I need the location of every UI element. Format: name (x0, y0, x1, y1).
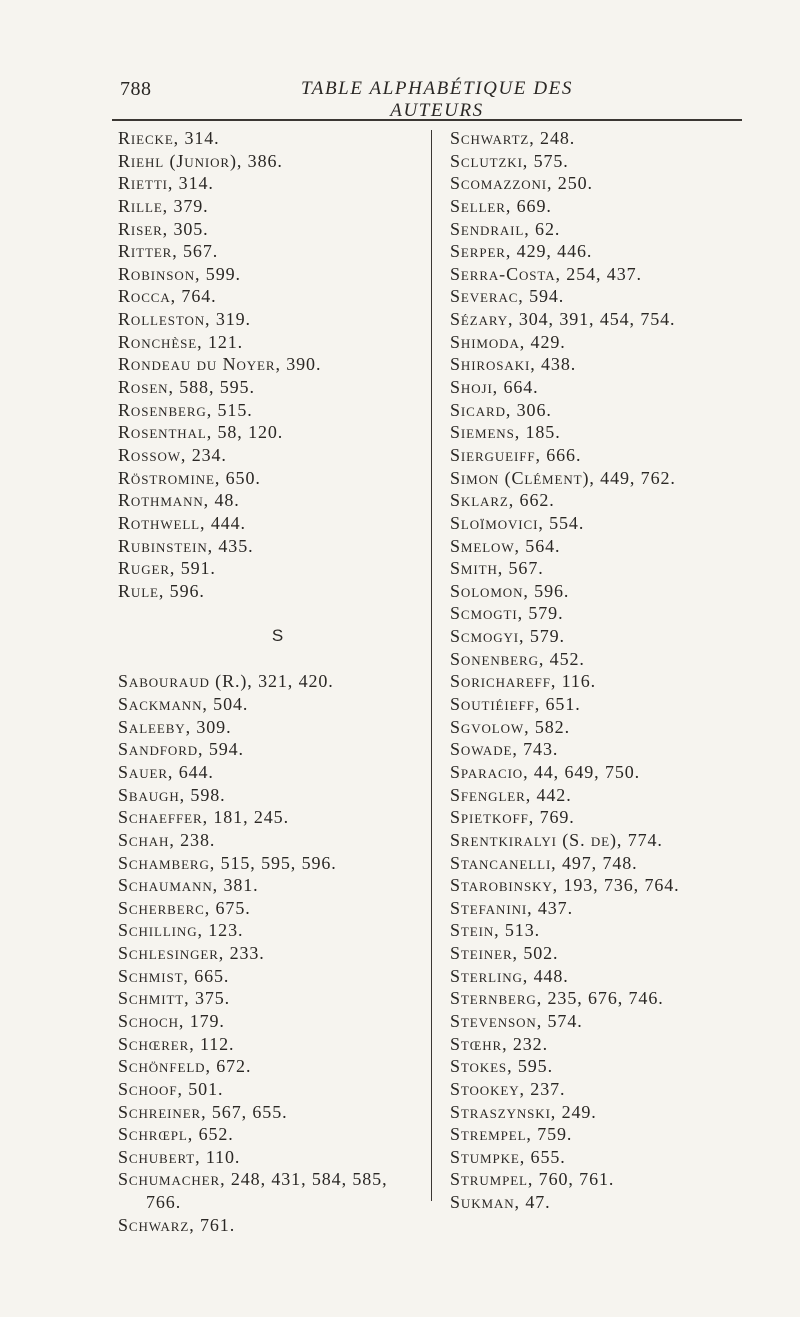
index-entry: Siemens, 185. (450, 422, 561, 443)
index-entry: Riser, 305. (118, 218, 209, 239)
section-spacer (118, 602, 428, 625)
index-entry: Schilling, 123. (118, 920, 244, 941)
index-entry: Sabouraud (R.), 321, 420. (118, 671, 334, 692)
index-entry: Stœhr, 232. (450, 1033, 548, 1054)
index-entry: Rothmann, 48. (118, 490, 240, 511)
index-entry: Stumpke, 655. (450, 1146, 566, 1167)
index-entry: Smelow, 564. (450, 535, 561, 556)
index-entry: Soutiéieff, 651. (450, 694, 581, 715)
index-entry: Scmogyi, 579. (450, 626, 565, 647)
index-entry: Schaeffer, 181, 245. (118, 807, 289, 828)
index-entry: Sendrail, 62. (450, 218, 561, 239)
s-entries-continued (450, 127, 790, 1214)
index-entry: Rille, 379. (118, 195, 209, 216)
index-entry: Srentkiralyi (S. de), 774. (450, 829, 663, 850)
index-entry: Sowade, 743. (450, 739, 559, 760)
index-entry: Ronchèse, 121. (118, 331, 244, 352)
index-entry: Schlesinger, 233. (118, 943, 265, 964)
index-entry: Shoji, 664. (450, 377, 539, 398)
running-title: TABLE ALPHABÉTIQUE DES AUTEURS (301, 78, 573, 121)
index-entry: Schubert, 110. (118, 1146, 241, 1167)
section-letter: S (271, 626, 285, 646)
index-entry: Stokes, 595. (450, 1056, 553, 1077)
index-entry: Sukman, 47. (450, 1192, 551, 1213)
index-entry: Spietkoff, 769. (450, 807, 575, 828)
right-column (450, 127, 790, 1214)
index-entry: Sonenberg, 452. (450, 648, 585, 669)
index-entry: Siergueiff, 666. (450, 444, 582, 465)
index-entry: Smith, 567. (450, 558, 544, 579)
index-entry: Sbaugh, 598. (118, 784, 226, 805)
index-entry: Sicard, 306. (450, 399, 552, 420)
index-entry: Sclutzki, 575. (450, 150, 569, 171)
index-entry: Sgvolow, 582. (450, 716, 570, 737)
index-entry: Schamberg, 515, 595, 596. (118, 852, 337, 873)
index-entry: Steiner, 502. (450, 943, 559, 964)
index-entry: Sackmann, 504. (118, 694, 249, 715)
index-entry: Rondeau du Noyer, 390. (118, 354, 322, 375)
index-entry: Schoof, 501. (118, 1078, 224, 1099)
index-entry: Sauer, 644. (118, 761, 214, 782)
index-entry: Schreiner, 567, 655. (118, 1101, 288, 1122)
index-entry: Schah, 238. (118, 829, 216, 850)
index-entry: Stookey, 237. (450, 1078, 566, 1099)
index-entry: Sparacio, 44, 649, 750. (450, 761, 641, 782)
index-entry: 766. (146, 1192, 182, 1213)
index-entry: Sandford, 594. (118, 739, 244, 760)
index-entry: Saleeby, 309. (118, 716, 232, 737)
index-entry: Shimoda, 429. (450, 331, 566, 352)
column-divider (431, 130, 432, 1201)
index-entry: Stancanelli, 497, 748. (450, 852, 638, 873)
index-entry: Starobinsky, 193, 736, 764. (450, 875, 680, 896)
index-entry: Scmogti, 579. (450, 603, 564, 624)
section-spacer (118, 648, 428, 671)
index-entry: Sternberg, 235, 676, 746. (450, 988, 664, 1009)
index-entry: Scomazzoni, 250. (450, 173, 593, 194)
index-entry: Rubinstein, 435. (118, 535, 254, 556)
index-entry: Stefanini, 437. (450, 897, 573, 918)
index-entry: Schaumann, 381. (118, 875, 259, 896)
index-entry: Rocca, 764. (118, 286, 217, 307)
index-entry: Schmist, 665. (118, 965, 230, 986)
index-entry: Strumpel, 760, 761. (450, 1169, 615, 1190)
s-entries (118, 670, 428, 1236)
index-entry: Ruger, 591. (118, 558, 216, 579)
r-entries (118, 127, 428, 602)
index-entry: Stevenson, 574. (450, 1010, 583, 1031)
left-column (118, 127, 428, 1236)
index-entry: Sorichareff, 116. (450, 671, 597, 692)
index-entry: Sklarz, 662. (450, 490, 555, 511)
index-entry: Serper, 429, 446. (450, 241, 593, 262)
index-entry: Robinson, 599. (118, 263, 241, 284)
index-entry: Sloïmovici, 554. (450, 512, 585, 533)
index-entry: Straszynski, 249. (450, 1101, 597, 1122)
index-entry: Schmitt, 375. (118, 988, 231, 1009)
page-header (120, 78, 620, 121)
index-entry: Riecke, 314. (118, 128, 220, 148)
index-entry: Sfengler, 442. (450, 784, 572, 805)
page-number: 788 (120, 78, 152, 100)
index-entry: Schrœpl, 652. (118, 1124, 234, 1145)
index-entry: Schumacher, 248, 431, 584, 585, (118, 1169, 388, 1190)
index-entry: Rothwell, 444. (118, 512, 246, 533)
index-entry: Schwarz, 761. (118, 1214, 236, 1235)
index-entry: Rietti, 314. (118, 173, 214, 194)
header-rule (112, 119, 742, 121)
index-entry: Schönfeld, 672. (118, 1056, 252, 1077)
index-entry: Stein, 513. (450, 920, 541, 941)
index-entry: Ritter, 567. (118, 241, 219, 262)
index-entry: Simon (Clément), 449, 762. (450, 467, 676, 488)
index-entry: Solomon, 596. (450, 580, 570, 601)
index-entry: Shirosaki, 438. (450, 354, 577, 375)
index-entry: Scherberc, 675. (118, 897, 251, 918)
index-entry: Rule, 596. (118, 580, 205, 601)
index-entry: Röstromine, 650. (118, 467, 261, 488)
index-entry: Rosenthal, 58, 120. (118, 422, 284, 443)
index-entry: Serra-Costa, 254, 437. (450, 263, 642, 284)
index-entry: Riehl (Junior), 386. (118, 150, 283, 171)
index-entry: Seller, 669. (450, 195, 552, 216)
index-entry: Sterling, 448. (450, 965, 569, 986)
index-entry: Rosen, 588, 595. (118, 377, 255, 398)
index-entry: Sézary, 304, 391, 454, 754. (450, 309, 676, 330)
index-entry: Schwartz, 248. (450, 128, 576, 148)
index-entry: Rolleston, 319. (118, 309, 251, 330)
index-entry: Strempel, 759. (450, 1124, 573, 1145)
index-entry: Rosenberg, 515. (118, 399, 253, 420)
index-entry: Rossow, 234. (118, 444, 227, 465)
index-entry: Schœrer, 112. (118, 1033, 235, 1054)
index-entry: Severac, 594. (450, 286, 565, 307)
index-entry: Schoch, 179. (118, 1010, 225, 1031)
